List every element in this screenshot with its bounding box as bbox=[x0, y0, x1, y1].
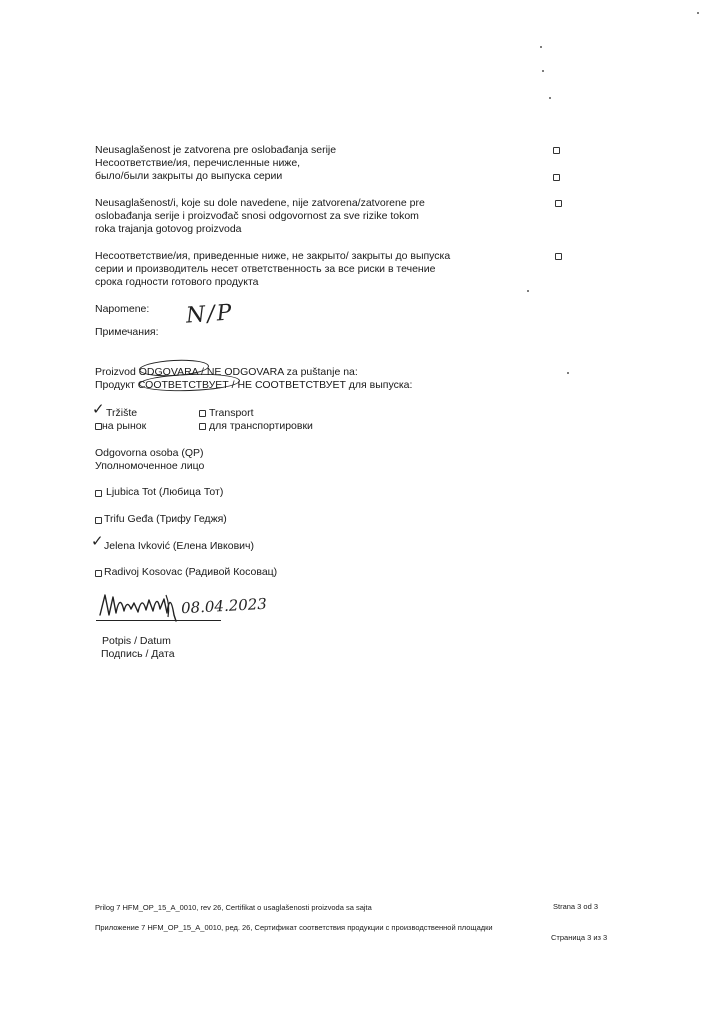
market-checkmark: ✓ bbox=[92, 400, 105, 418]
qp-person-3: Radivoj Kosovac (Радивой Косовац) bbox=[104, 566, 278, 578]
notes-label-ru: Примечания: bbox=[95, 326, 159, 338]
scan-speck bbox=[542, 70, 544, 72]
transport-label-ru: для транспортировки bbox=[209, 420, 313, 432]
scan-speck bbox=[549, 97, 551, 99]
open-ru-text-2: серии и производитель несет ответственность за все риски в течение bbox=[95, 263, 436, 275]
signature-date: 08.04.2023 bbox=[180, 594, 268, 618]
release-line-sr: Proizvod ODGOVARA / NE ODGOVARA za puštanje na: bbox=[95, 366, 358, 378]
release-line-ru: Продукт СООТВЕТСТВУЕТ / НЕ СООТВЕТСТВУЕТ для выпуска: bbox=[95, 379, 413, 391]
qp-person-checkbox-3[interactable] bbox=[95, 570, 102, 577]
qp-person-checkbox-0[interactable] bbox=[95, 490, 102, 497]
open-ru-text-3: срока годности готового продукта bbox=[95, 276, 259, 288]
open-sr-checkbox[interactable] bbox=[555, 200, 562, 207]
closed-sr-text: Neusaglašenost je zatvorena pre oslobađanja serije bbox=[95, 144, 337, 156]
qp-person-0: Ljubica Tot (Любица Тот) bbox=[106, 486, 224, 498]
qp-person-2: Jelena Ivković (Елена Ивкович) bbox=[104, 540, 254, 552]
qp-title-sr: Odgovorna osoba (QP) bbox=[95, 447, 204, 459]
footer-line1-left: Prilog 7 HFM_OP_15_A_0010, rev 26, Certifikat o usaglašenosti proizvoda sa sajta bbox=[95, 903, 372, 912]
scan-speck bbox=[567, 372, 569, 374]
closed-ru-text-2: было/были закрыты до выпуска серии bbox=[95, 170, 283, 182]
market-label-sr: Tržište bbox=[106, 407, 138, 419]
closed-sr-checkbox[interactable] bbox=[553, 147, 560, 154]
notes-handwritten: N/P bbox=[185, 300, 235, 329]
qp-person-checkbox-1[interactable] bbox=[95, 517, 102, 524]
footer-line1-right: Strana 3 od 3 bbox=[553, 902, 599, 911]
signature-line bbox=[96, 620, 221, 621]
signature-label-sr: Potpis / Datum bbox=[102, 635, 171, 647]
qp-person-1: Trifu Geđa (Трифу Геджя) bbox=[104, 513, 227, 525]
open-sr-text-2: oslobađanja serije i proizvođač snosi odgovornost za sve rizike tokom bbox=[95, 210, 419, 222]
footer-line2-left: Приложение 7 HFM_OP_15_A_0010, ред. 26, Сертификат соответствия продукции с производственной площадки bbox=[95, 923, 493, 932]
transport-ru-checkbox[interactable] bbox=[199, 423, 206, 430]
scan-speck bbox=[697, 12, 699, 14]
signature-label-ru: Подпись / Дата bbox=[101, 648, 175, 660]
open-ru-text-1: Несоответствие/ия, приведенные ниже, не закрыто/ закрыты до выпуска bbox=[95, 250, 451, 262]
open-sr-text-3: roka trajanja gotovog proizvoda bbox=[95, 223, 242, 235]
notes-label-sr: Napomene: bbox=[95, 303, 150, 315]
transport-label-sr: Transport bbox=[209, 407, 254, 419]
transport-checkbox[interactable] bbox=[199, 410, 206, 417]
qp-person-checkmark-2: ✓ bbox=[91, 532, 104, 550]
open-sr-text-1: Neusaglašenost/i, koje su dole navedene, nije zatvorena/zatvorene pre bbox=[95, 197, 425, 209]
qp-title-ru: Уполномоченное лицо bbox=[95, 460, 205, 472]
scan-speck bbox=[540, 46, 542, 48]
open-ru-checkbox[interactable] bbox=[555, 253, 562, 260]
closed-ru-checkbox[interactable] bbox=[553, 174, 560, 181]
scan-speck bbox=[527, 290, 529, 292]
footer-line2-right: Страница 3 из 3 bbox=[551, 933, 608, 942]
market-checkbox[interactable] bbox=[95, 423, 102, 430]
market-label-ru: на рынок bbox=[102, 420, 147, 432]
closed-ru-text-1: Несоответствие/ия, перечисленные ниже, bbox=[95, 157, 301, 169]
